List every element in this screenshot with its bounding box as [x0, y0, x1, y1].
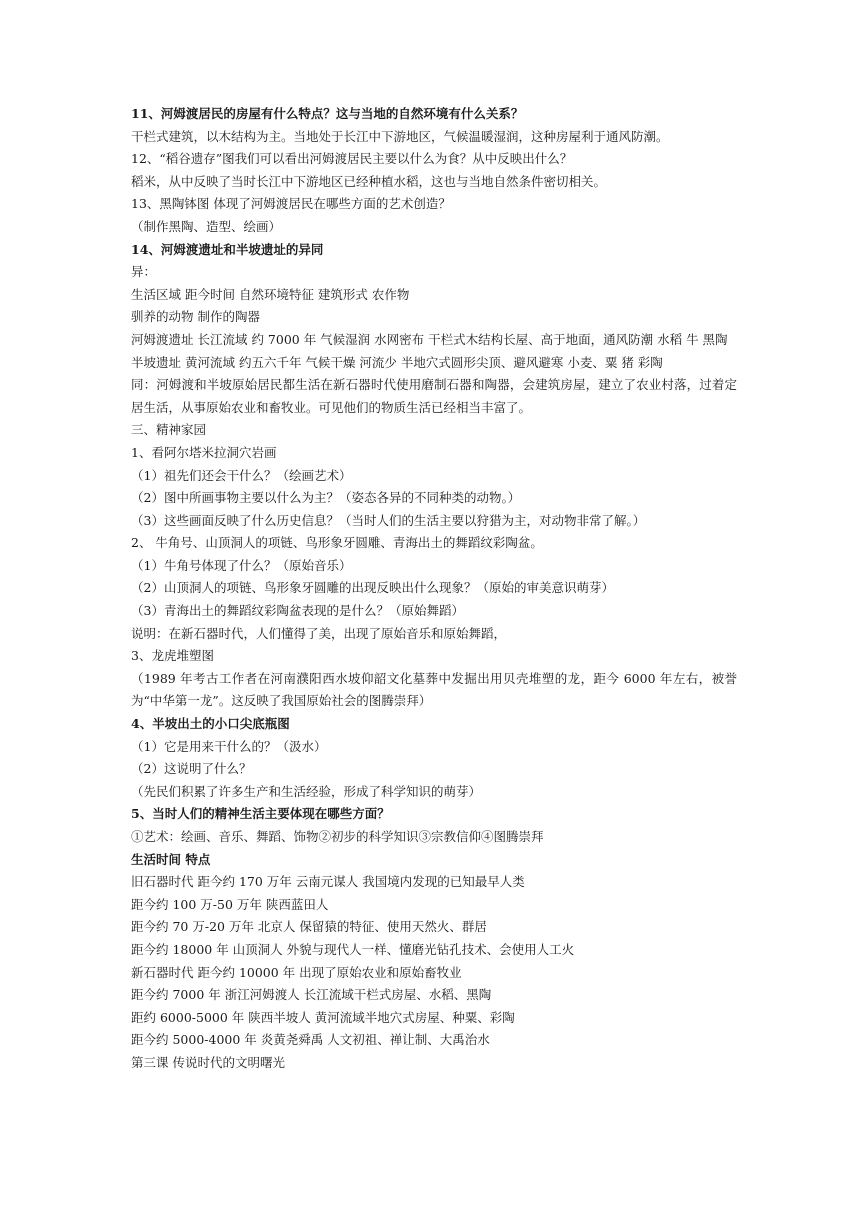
item-4-q1: （1）它是用来干什么的？（汲水） — [131, 738, 327, 754]
banpo-row: 半坡遗址 黄河流域 约五六千年 气候干燥 河流少 半地穴式圆形尖顶、避风避寒 小麦、粟 猪 彩陶 — [131, 354, 663, 370]
similarities-paragraph: 同：河姆渡和半坡原始居民都生活在新石器时代使用磨制石器和陶器，会建筑房屋，建立了农业村落，过着定居生活，从事原始农业和畜牧业。可见他们的物质生活已经相当丰富了。 — [131, 377, 737, 415]
item-5-answer: ①艺术：绘画、音乐、舞蹈、饰物②初步的科学知识③宗教信仰④图腾崇拜 — [131, 829, 544, 844]
timeline-row-lantian: 距今约 100 万-50 万年 陕西蓝田人 — [131, 896, 329, 912]
item-4-heading: 4、半坡出土的小口尖底瓶图 — [131, 716, 290, 732]
item-2-heading: 2、 牛角号、山顶洞人的项链、鸟形象牙圆雕、青海出土的舞蹈纹彩陶盆。 — [131, 535, 543, 551]
item-1-q1: （1）祖先们还会干什么？（绘画艺术） — [131, 467, 352, 483]
timeline-row-shandingdong: 距今约 18000 年 山顶洞人 外貌与现代人一样、懂磨光钻孔技术、会使用人工火 — [131, 941, 575, 957]
item-3-paragraph: （1989 年考古工作者在河南濮阳西水坡仰韶文化墓葬中发掘出用贝壳堆塑的龙，距今 6000 年左右，被誉为“中华第一龙”。这反映了我国原始社会的图腾崇拜） — [131, 670, 737, 709]
item-3-heading: 3、龙虎堆塑图 — [131, 648, 214, 664]
answer-11: 干栏式建筑，以木结构为主。当地处于长江中下游地区，气候温暖湿润，这种房屋利于通风防潮。 — [131, 128, 669, 144]
question-13: 13、黑陶钵图 体现了河姆渡居民在哪些方面的艺术创造？ — [131, 196, 451, 212]
item-2-q1: （1）牛角号体现了什么？（原始音乐） — [131, 557, 352, 573]
item-2-explanation: 说明：在新石器时代，人们懂得了美，出现了原始音乐和原始舞蹈， — [131, 625, 507, 641]
hemudu-row: 河姆渡遗址 长江流域 约 7000 年 气候湿润 水网密布 干栏式木结构长屋、高于地面，通风防潮 水稻 牛 黑陶 — [131, 331, 728, 347]
comparison-header-1: 生活区域 距今时间 自然环境特征 建筑形式 农作物 — [131, 286, 410, 302]
timeline-row-neolithic: 新石器时代 距今约 10000 年 出现了原始农业和原始畜牧业 — [131, 964, 462, 980]
section-3-heading: 三、精神家园 — [131, 422, 207, 438]
item-1-q2: （2）图中所画事物主要以什么为主？（姿态各异的不同种类的动物。） — [131, 490, 521, 506]
differences-label: 异： — [131, 264, 157, 280]
answer-13: （制作黑陶、造型、绘画） — [131, 218, 282, 234]
timeline-row-yanhuang: 距今约 5000-4000 年 炎黄尧舜禹 人文初祖、禅让制、大禹治水 — [131, 1032, 490, 1048]
item-4-q2: （2）这说明了什么？ — [131, 761, 252, 777]
lesson-3-title: 第三课 传说时代的文明曙光 — [131, 1054, 285, 1070]
question-12: 12、“稻谷遗存”图我们可以看出河姆渡居民主要以什么为食？从中反映出什么？ — [131, 151, 573, 167]
document-page — [131, 103, 737, 1075]
timeline-row-beijing: 距今约 70 万-20 万年 北京人 保留猿的特征、使用天然火、群居 — [131, 919, 487, 935]
item-2-q3: （3）青海出土的舞蹈纹彩陶盆表现的是什么？（原始舞蹈） — [131, 603, 464, 619]
item-2-q2: （2）山顶洞人的项链、鸟形象牙圆雕的出现反映出什么现象？（原始的审美意识萌芽） — [131, 580, 614, 596]
question-11-heading: 11、河姆渡居民的房屋有什么特点？这与当地的自然环境有什么关系？ — [131, 106, 524, 121]
timeline-row-hemudu: 距今约 7000 年 浙江河姆渡人 长江流域干栏式房屋、水稻、黑陶 — [131, 987, 492, 1003]
answer-12: 稻米，从中反映了当时长江中下游地区已经种植水稻，这也与当地自然条件密切相关。 — [131, 173, 607, 189]
item-4-answer: （先民们积累了许多生产和生活经验，形成了科学知识的萌芽） — [131, 783, 482, 799]
item-1-q3: （3）这些画面反映了什么历史信息？（当时人们的生活主要以狩猎为主，对动物非常了解。） — [131, 512, 646, 528]
comparison-header-2: 驯养的动物 制作的陶器 — [131, 309, 260, 325]
item-5-heading: 5、当时人们的精神生活主要体现在哪些方面？ — [131, 806, 390, 822]
timeline-row-yuanmou: 旧石器时代 距今约 170 万年 云南元谋人 我国境内发现的已知最早人类 — [131, 874, 525, 890]
item-1-heading: 1、看阿尔塔米拉洞穴岩画 — [131, 444, 277, 460]
timeline-header: 生活时间 特点 — [131, 851, 211, 867]
question-14-heading: 14、河姆渡遗址和半坡遗址的异同 — [131, 241, 324, 257]
timeline-row-banpo: 距约 6000-5000 年 陕西半坡人 黄河流域半地穴式房屋、种粟、彩陶 — [131, 1009, 515, 1025]
